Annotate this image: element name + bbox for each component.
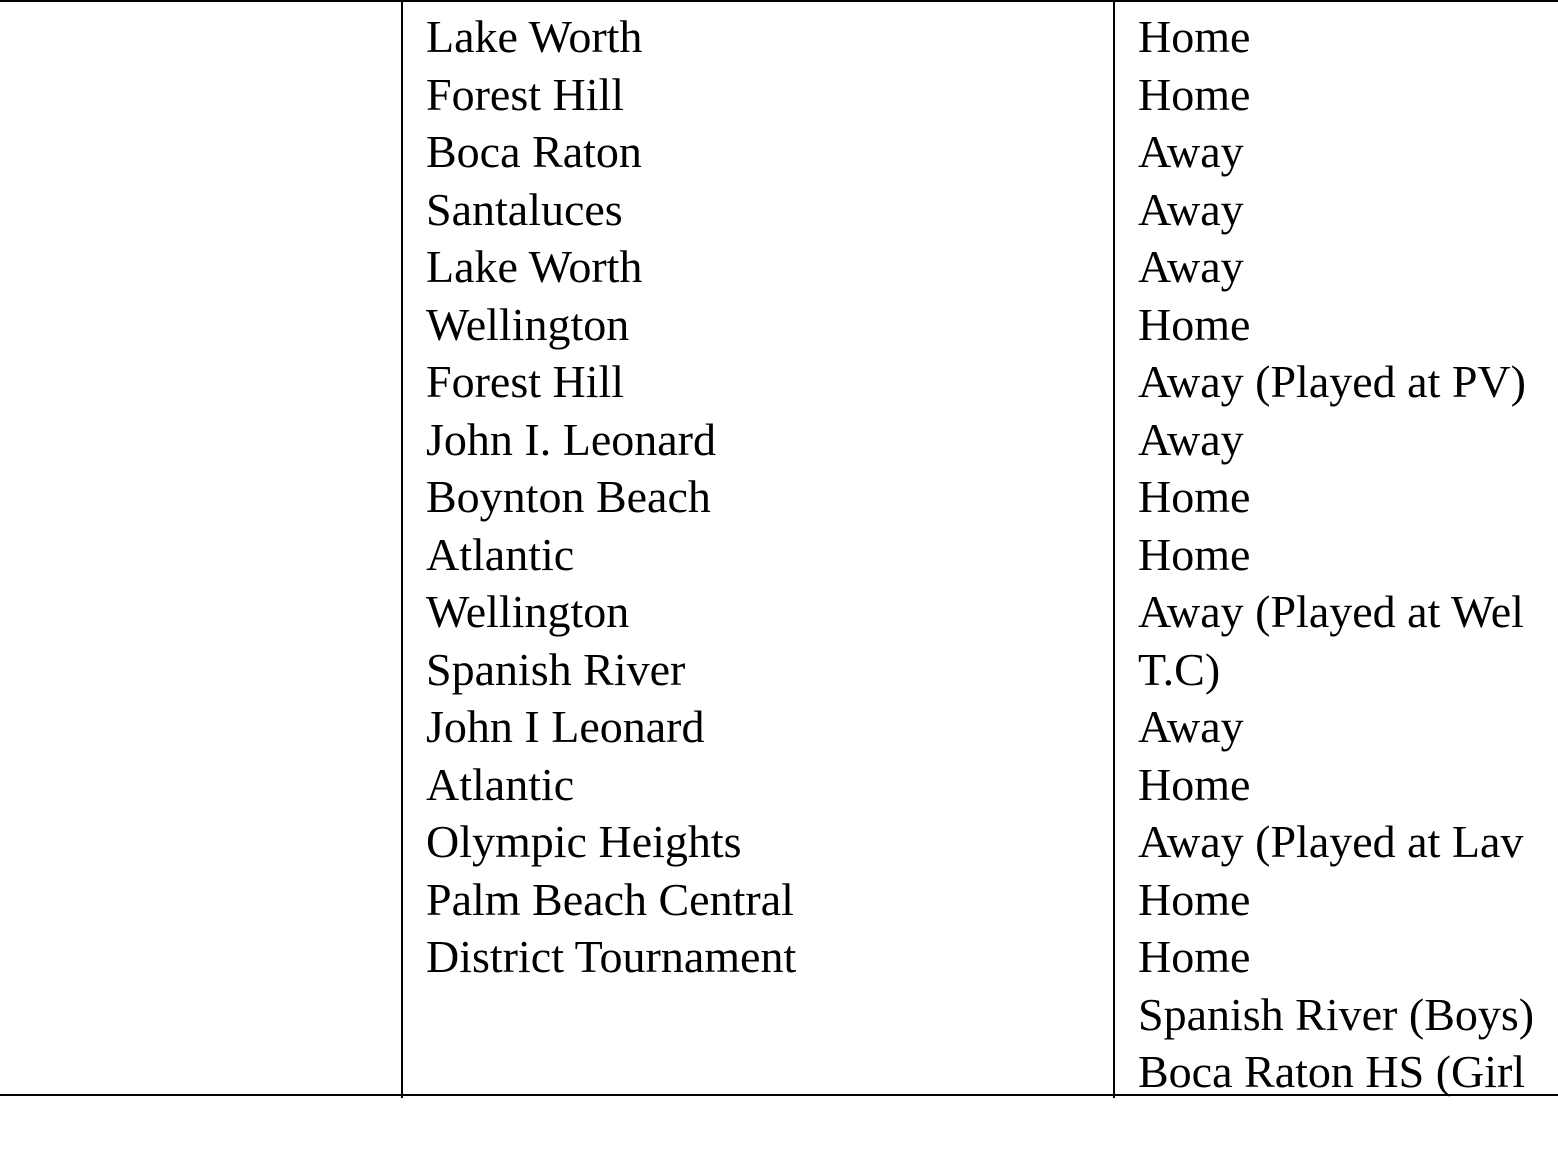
opponent-cell: District Tournament bbox=[426, 931, 797, 982]
column-divider bbox=[401, 2, 403, 1098]
location-column bbox=[1138, 8, 1534, 1101]
opponent-column bbox=[426, 8, 796, 986]
location-cell: Home bbox=[1138, 528, 1251, 580]
location-cell: Away (Played at Lav bbox=[1138, 816, 1524, 867]
location-cell: Home bbox=[1138, 471, 1251, 522]
location-cell: Home bbox=[1138, 11, 1251, 62]
location-cell: Home bbox=[1138, 873, 1251, 925]
location-cell: Away bbox=[1138, 413, 1244, 465]
opponent-cell: Atlantic bbox=[426, 758, 575, 810]
location-cell: T.C) bbox=[1138, 643, 1221, 695]
location-cell: Away bbox=[1138, 241, 1244, 292]
location-cell: Home bbox=[1138, 68, 1251, 120]
location-cell: Away (Played at PV) bbox=[1138, 356, 1526, 407]
opponent-cell: Spanish River bbox=[426, 643, 686, 695]
opponent-cell: Lake Worth bbox=[426, 11, 643, 62]
opponent-cell: John I Leonard bbox=[426, 701, 705, 752]
opponent-cell: Santaluces bbox=[426, 183, 623, 235]
location-cell: Home bbox=[1138, 298, 1251, 350]
location-cell: Away bbox=[1138, 126, 1244, 177]
opponent-cell: Wellington bbox=[426, 298, 630, 350]
opponent-cell: Atlantic bbox=[426, 528, 575, 580]
location-cell: Boca Raton HS (Girl bbox=[1138, 1046, 1526, 1097]
opponent-cell: Forest Hill bbox=[426, 68, 625, 120]
opponent-cell: John I. Leonard bbox=[426, 413, 716, 465]
column-divider bbox=[1113, 2, 1115, 1098]
opponent-cell: Palm Beach Central bbox=[426, 873, 794, 925]
opponent-cell: Boynton Beach bbox=[426, 471, 711, 522]
location-cell: Away bbox=[1138, 183, 1244, 235]
location-cell: Spanish River (Boys) bbox=[1138, 988, 1535, 1040]
opponent-cell: Olympic Heights bbox=[426, 816, 742, 867]
opponent-cell: Boca Raton bbox=[426, 126, 642, 177]
location-cell: Away (Played at Wel bbox=[1138, 586, 1524, 637]
opponent-cell: Wellington bbox=[426, 586, 630, 637]
opponent-cell: Lake Worth bbox=[426, 241, 643, 292]
opponent-cell: Forest Hill bbox=[426, 356, 625, 407]
location-cell: Away bbox=[1138, 701, 1244, 752]
location-cell: Home bbox=[1138, 931, 1251, 982]
location-cell: Home bbox=[1138, 758, 1251, 810]
